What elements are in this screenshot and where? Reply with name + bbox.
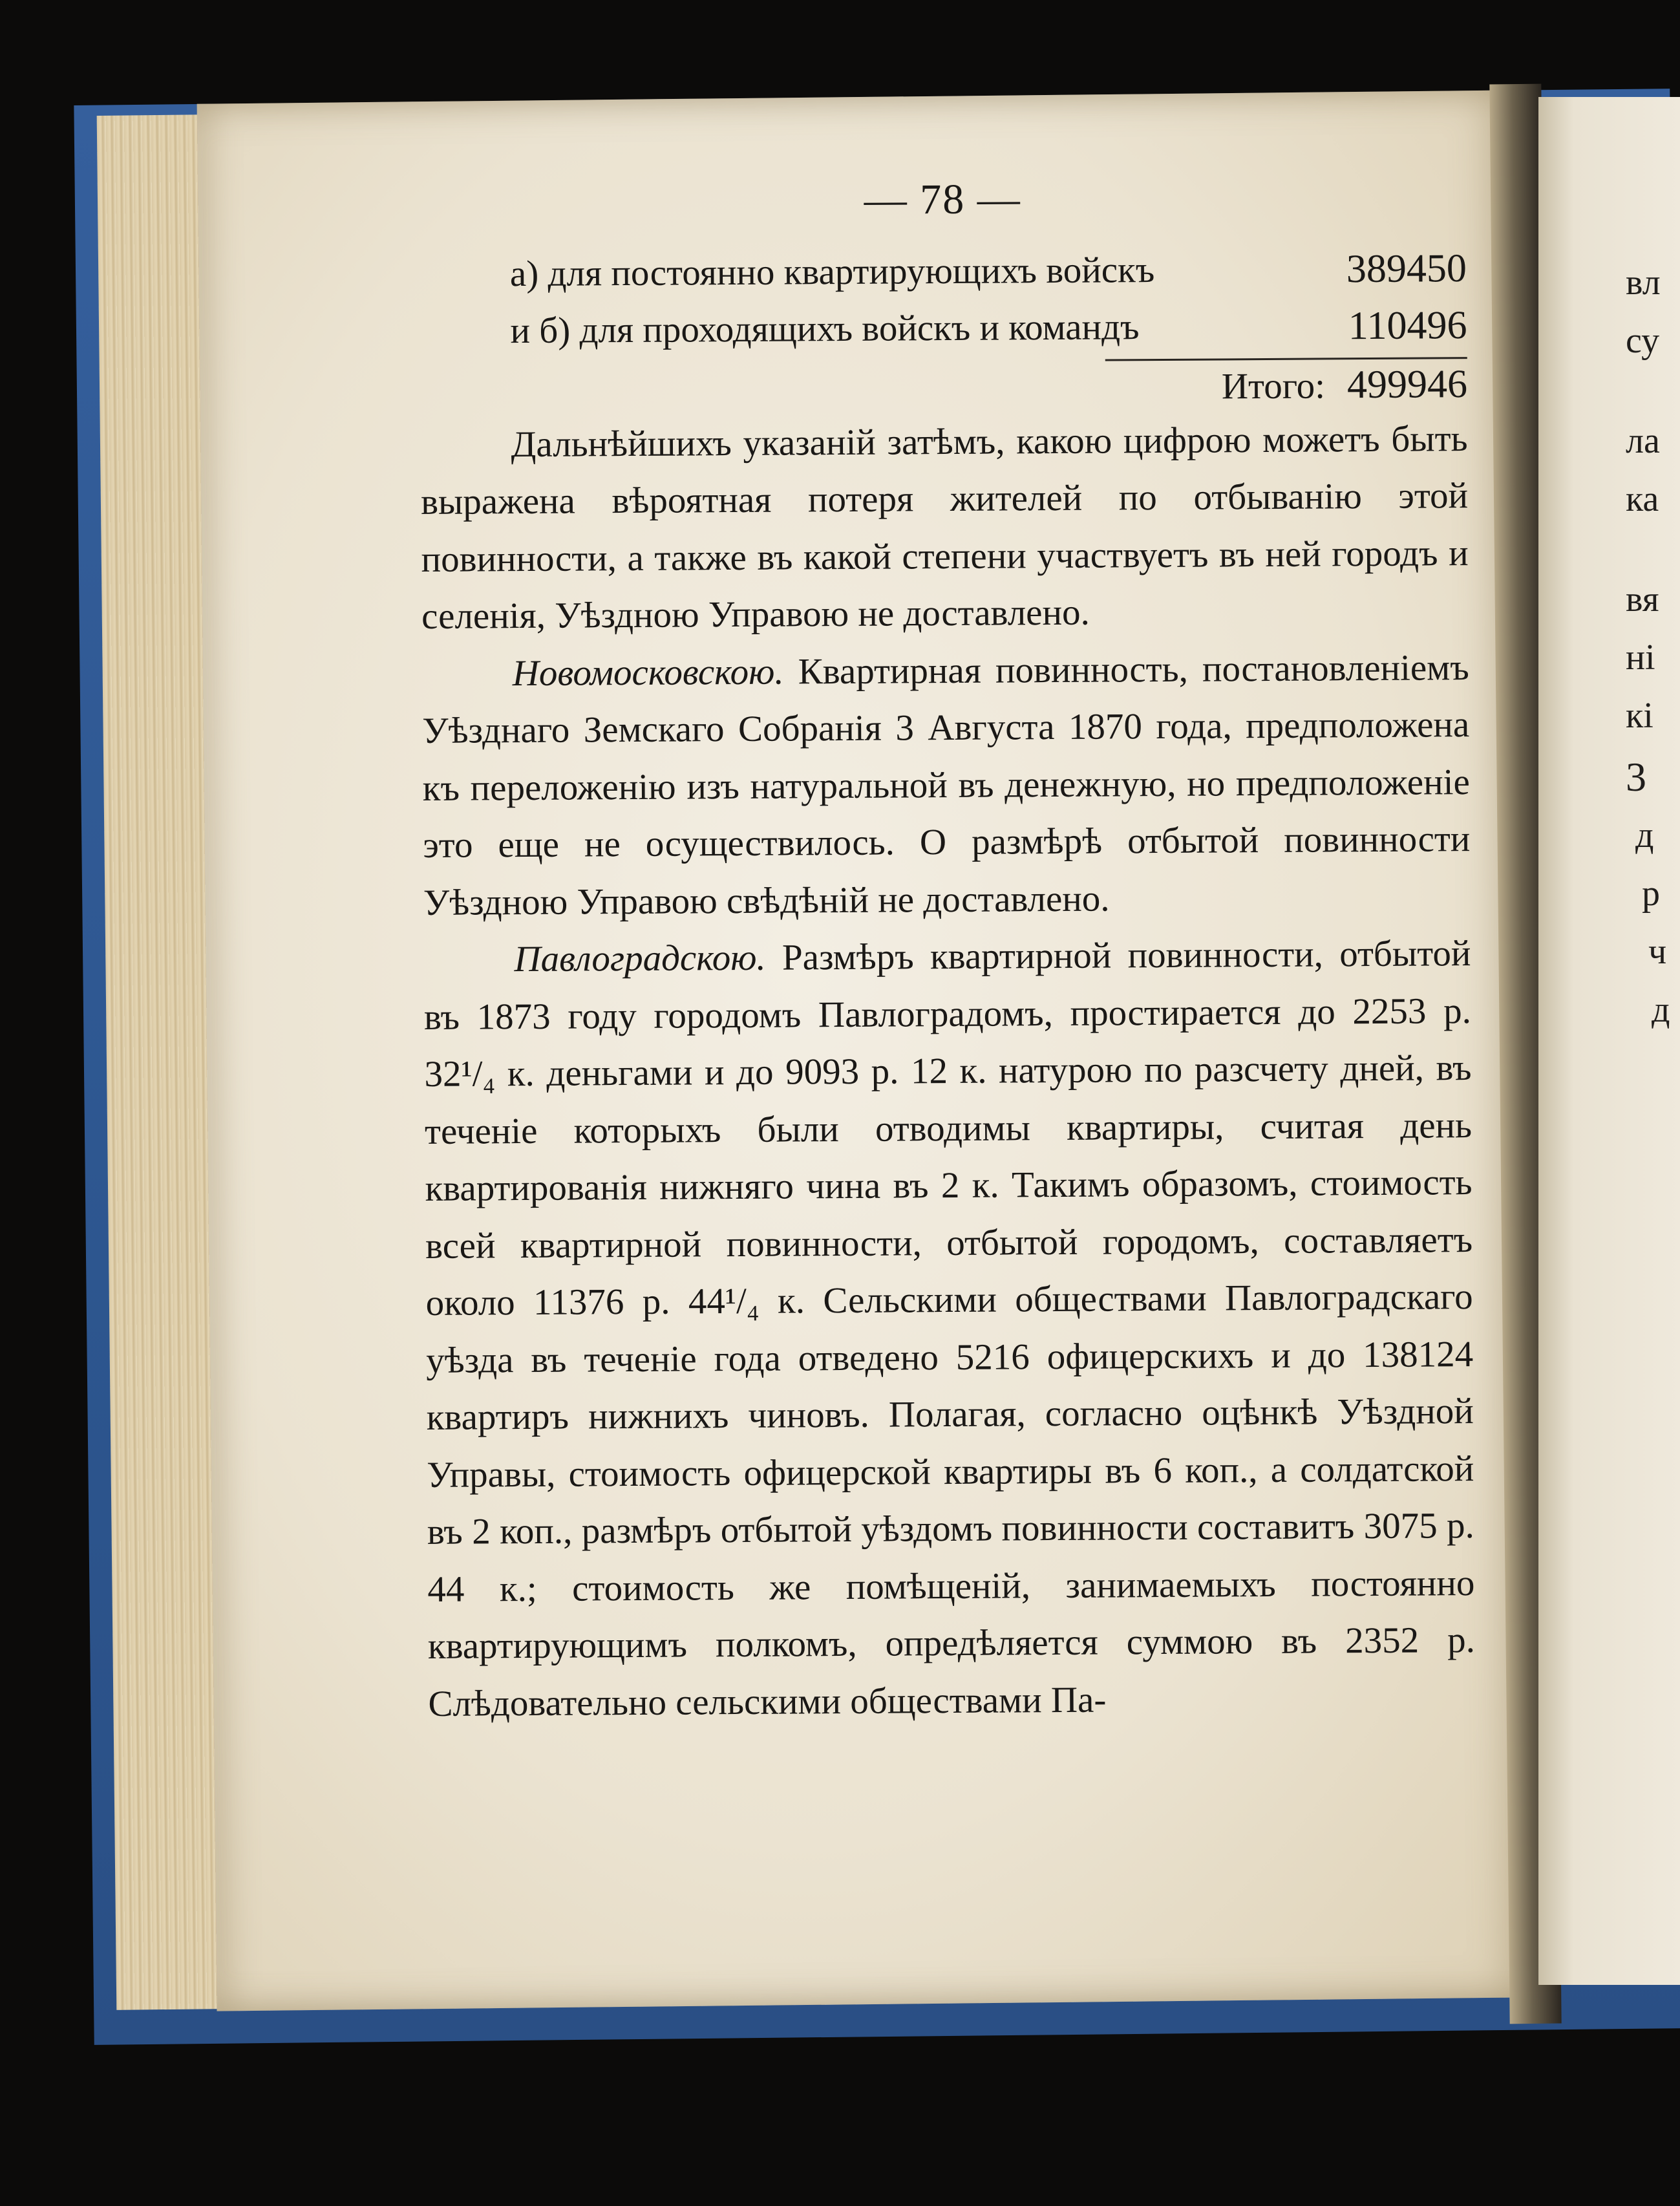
right-page-text: д xyxy=(1652,990,1670,1030)
table-row-label: а) для постоянно квартирующихъ войскъ xyxy=(509,249,1155,294)
table-row xyxy=(420,297,1467,360)
right-page-text: д xyxy=(1635,815,1654,855)
right-page-text: вл xyxy=(1626,262,1661,303)
paragraph-3 xyxy=(423,925,1476,1733)
district-heading: Новомосковскою. xyxy=(512,651,784,694)
paragraph-2-body: Квартирная повинность, постановленіемъ Уѣзднаго Земскаго Собранія 3 Августа 1870 года, предположена къ переложенію изъ натуральной въ денежную, но предположеніе это еще не осуществилось. О размѣрѣ отбытой повинности Уѣздною Управою свѣдѣній не доставлено. xyxy=(422,647,1471,923)
total-value: 499946 xyxy=(1346,361,1468,407)
right-page-text: ч xyxy=(1648,932,1667,972)
total-label: Итого: xyxy=(1221,365,1326,407)
right-page-text: кі xyxy=(1626,696,1653,736)
page-text-block xyxy=(419,168,1476,1733)
right-page-fragment xyxy=(1538,97,1680,1985)
table-row-label: и б) для проходящихъ войскъ и командъ xyxy=(510,306,1140,352)
paragraph-2 xyxy=(421,639,1471,932)
table-row-value: 110496 xyxy=(1348,303,1467,348)
right-page-text: су xyxy=(1626,321,1660,361)
right-page-text: ні xyxy=(1626,637,1655,678)
right-page-text: вя xyxy=(1626,579,1659,619)
district-heading: Павлоградскою. xyxy=(514,937,766,980)
quartering-table xyxy=(420,240,1468,417)
table-total xyxy=(420,359,1467,417)
table-row xyxy=(420,240,1467,303)
paragraph-3-body: Размѣръ квартирной повинности, отбытой въ 1873 году городомъ Павлоградомъ, простирается до 2253 р. 32¹/₄ к. деньгами и до 9093 р. 12 к. натурою по разсчету дней, въ теченіе которыхъ были отводимы квартиры, считая день квартированія нижняго чина въ 2 к. Такимъ образомъ, стоимость всей квартирной повинности, отбытой городомъ, составляетъ около 11376 р. 44¹/₄ к. Сельскими обществами Павлоградскаго уѣзда въ теченіе года отведено 5216 офицерскихъ и до 138124 квартиръ нижнихъ чиновъ. Полагая, согласно оцѣнкѣ Уѣздной Управы, стоимость офицерской квартиры въ 6 коп., а солдатской въ 2 коп., размѣръ отбытой уѣздомъ повинности составитъ 3075 р. 44 к.; стоимость же помѣщеній, занимаемыхъ постоянно квартирующимъ полкомъ, опредѣляется суммою въ 2352 р. Слѣдовательно сельскими обществами Па- xyxy=(423,933,1476,1724)
table-row-value: 389450 xyxy=(1346,246,1467,291)
right-page-text: 3 xyxy=(1626,754,1646,800)
paragraph-1: Дальнѣйшихъ указаній затѣмъ, какою цифрою можетъ быть выражена вѣроятная потеря жителей по отбыванію этой повинности, а также въ какой степени участвуетъ въ ней городъ и селенія, Уѣздною Управою не доставлено. xyxy=(420,418,1469,637)
right-page-text: ка xyxy=(1626,479,1659,519)
right-page-text: ла xyxy=(1626,421,1660,461)
right-page-text: р xyxy=(1642,873,1660,914)
page-number: — 78 — xyxy=(864,175,1021,224)
